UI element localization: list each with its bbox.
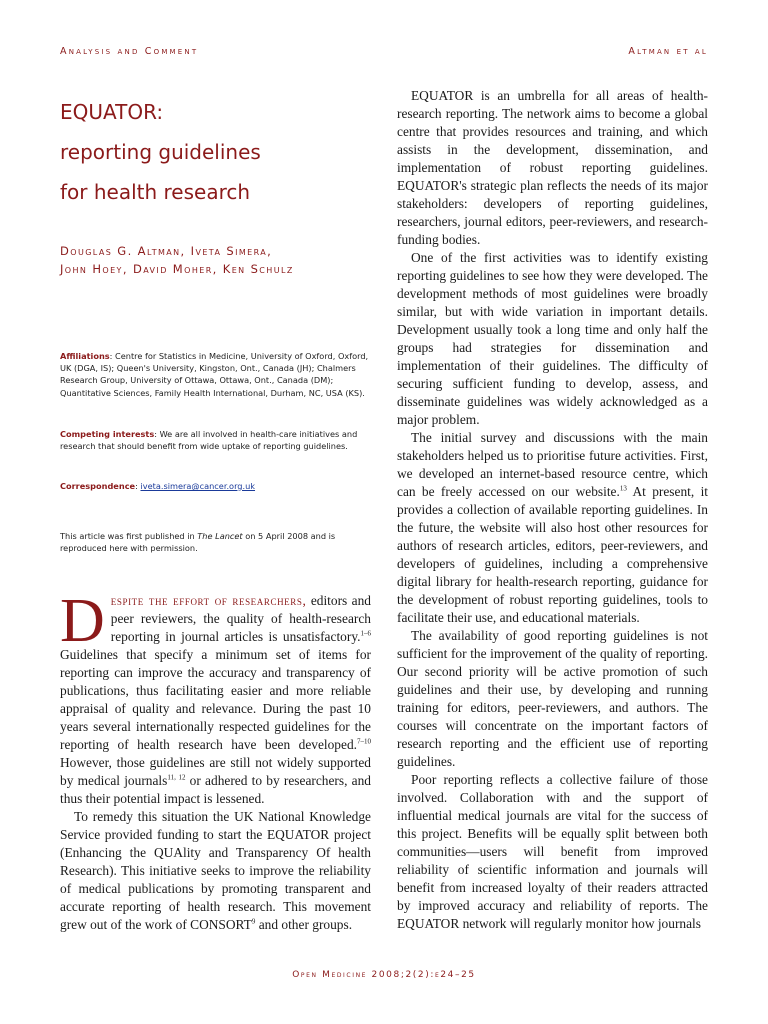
- affiliations-text: : Centre for Statistics in Medicine, University of Oxford, Oxford, UK (DGA, IS); Queen's University, Kingston, Ont., Canada (JH); Chalmers Research Group, University of Ottawa, Ottawa, Ont., Canada (DM); Quantitative Sciences, Family Health International, Durham, NC, USA (KS).: [60, 351, 369, 398]
- first-published-post: on 5 April 2008 and is reproduced here with permission.: [60, 531, 336, 554]
- right-column-body: [397, 87, 708, 933]
- paragraph: [60, 808, 371, 934]
- paragraph: EQUATOR is an umbrella for all areas of health-research reporting. The network aims to become a global centre that provides resources and training, and which assists in the development, dissemination, and implementation of robust reporting guidelines. EQUATOR's strategic plan reflects the needs of its major stakeholders: developers of reporting guidelines, researchers, journal editors, peer-reviewers, and research-funding bodies.: [397, 88, 708, 247]
- first-published-pre: This article was first published in: [60, 531, 198, 541]
- authors-line-2: John Hoey, David Moher, Ken Schulz: [60, 262, 294, 276]
- reference-marker: 9: [251, 917, 256, 926]
- running-author-header: Altman et al: [628, 46, 708, 57]
- paragraph: [60, 587, 371, 808]
- competing-interests-label: Competing interests: [60, 429, 155, 439]
- affiliations-block: [60, 350, 376, 399]
- title-line-3: for health research: [60, 180, 251, 204]
- paragraph-text: Guidelines that specify a minimum set of items for reporting can improve the accuracy and transparency of publications, thus facilitating easier and more reliable appraisal of quality and relevance. During the past 10 years several internationally respected guidelines for the reporting of health research have been developed.: [60, 647, 371, 752]
- left-column-body: [60, 587, 371, 934]
- title-line-2: reporting guidelines: [60, 140, 261, 164]
- paragraph-text: and other groups.: [255, 917, 353, 932]
- paragraph-text: editors and peer reviewers, the quality of health-research reporting in journal articles is unsatisfactory.: [110, 593, 371, 644]
- paragraph-text: or adhered to by researchers, and thus their potential impact is lessened.: [60, 773, 371, 806]
- paragraph: Poor reporting reflects a collective failure of those involved. Collaboration with and the support of influential medical journals are vital for the success of this project. Benefits will be equally split between both communities—users will benefit from improved reliability of scientific information and journals will benefit from increased loyalty of their readers attracted by improved accuracy and reliability of reports. The EQUATOR network will regularly monitor how journals: [397, 772, 708, 931]
- paragraph: [397, 429, 708, 627]
- author-list: [60, 242, 380, 278]
- correspondence-email-link[interactable]: iveta.simera@cancer.org.uk: [140, 481, 256, 491]
- reference-marker: 1–6: [360, 629, 371, 638]
- paragraph-text: However, those guidelines are still not widely supported by medical journals: [60, 755, 371, 788]
- section-header: Analysis and Comment: [60, 46, 199, 57]
- correspondence-separator: :: [135, 481, 141, 491]
- drop-cap: D: [60, 587, 105, 655]
- article-title: [60, 92, 261, 212]
- affiliations-label: Affiliations: [60, 351, 110, 361]
- journal-footer: Open Medicine 2008;2(2):e24–25: [292, 970, 476, 980]
- correspondence-block: [60, 480, 376, 492]
- lead-in-text: espite the effort of researchers,: [110, 593, 307, 608]
- paragraph-text: To remedy this situation the UK National Knowledge Service provided funding to start the EQUATOR project (Enhancing the QUAlity and Transparency Of health Research). This initiative seeks to improve the reliability of medical publications by promoting transparent and accurate reporting of health research. This movement grew out of the work of CONSORT: [60, 809, 371, 932]
- paragraph-text: At present, it provides a collection of available reporting guidelines. In the future, the website will also host other resources for authors of research articles, editors, peer-reviewers, and developers of guidelines, including a comprehensive digital library for health-research reporting, guidance for the development of robust reporting guidelines, tools to facilitate their use, and educational materials.: [397, 484, 709, 625]
- correspondence-label: Correspondence: [60, 481, 136, 491]
- competing-interests-block: [60, 428, 376, 452]
- competing-interests-text: : We are all involved in health-care initiatives and research that should benefit from wide uptake of reporting guidelines.: [60, 429, 358, 452]
- reference-marker: 13: [619, 484, 627, 493]
- reference-marker: 11, 12: [167, 773, 186, 782]
- paragraph: The availability of good reporting guidelines is not sufficient for the improvement of the quality of reporting. Our second priority will be active promotion of such guidelines and their use, by developing and running training for editors, peer-reviewers, and authors. The courses will concentrate on the important factors of research reporting and the efficient use of reporting guidelines.: [397, 628, 708, 769]
- title-line-1: EQUATOR:: [60, 100, 164, 124]
- paragraph-text: The initial survey and discussions with the main stakeholders helped us to prioritise future activities. First, we developed an internet-based resource centre, which can be freely accessed on our website.: [397, 430, 708, 499]
- paragraph: One of the first activities was to identify existing reporting guidelines to see how they were developed. The development methods of most guidelines were broadly similar, but with wide variation in important details. Development usually took a long time and only half the groups had strategies for dissemination and implementation of their guidelines. The difficulty of securing sufficient funding to develop, assess, and disseminate guidelines was widely acknowledged as a major problem.: [397, 250, 708, 427]
- first-published-note: [60, 530, 376, 554]
- journal-name: The Lancet: [197, 531, 243, 541]
- authors-line-1: Douglas G. Altman, Iveta Simera,: [60, 244, 273, 258]
- reference-marker: 7–10: [357, 737, 371, 746]
